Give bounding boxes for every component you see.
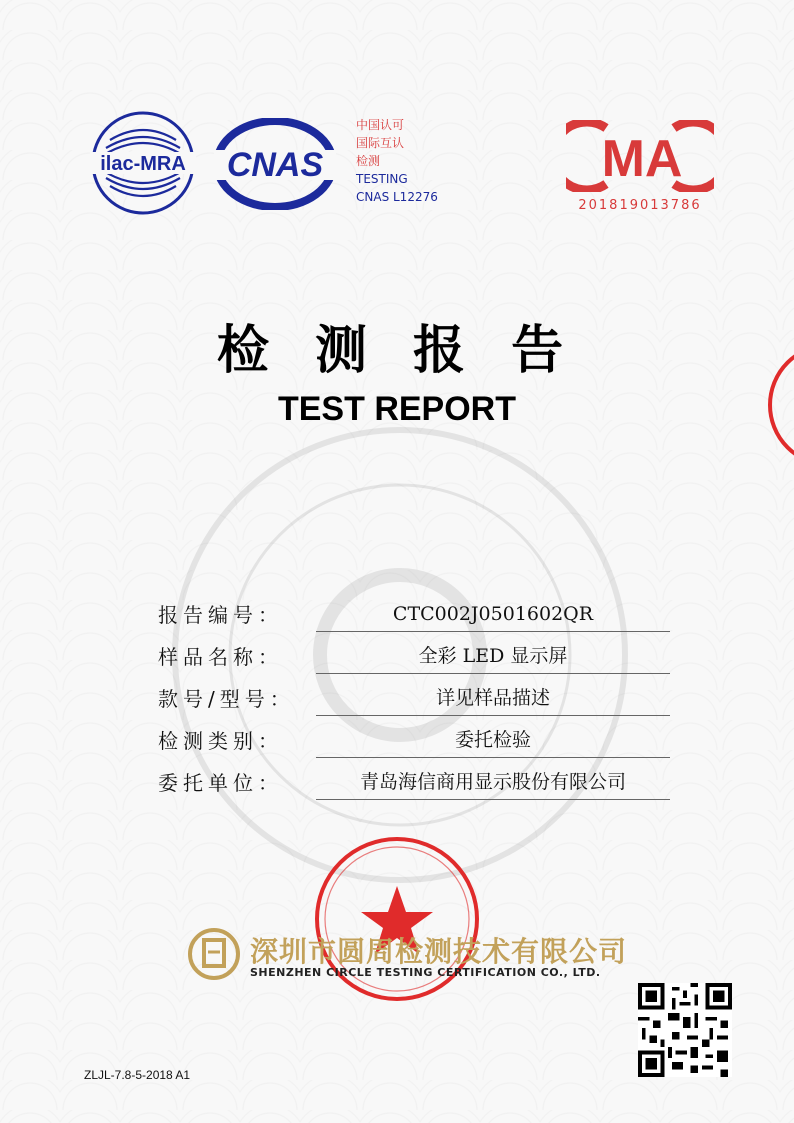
cma-text: MA <box>601 130 683 188</box>
field-label: 报告编号： <box>158 603 283 627</box>
field-label: 检测类别： <box>158 729 283 753</box>
title-english: TEST REPORT <box>277 390 517 428</box>
company-name-en: SHENZHEN CIRCLE TESTING CERTIFICATION CO., LTD. <box>250 966 601 979</box>
cnas-line-5: CNAS L12276 <box>356 190 438 204</box>
field-label: 样品名称： <box>158 645 283 669</box>
ilac-mra-logo <box>88 108 198 218</box>
field-value: 委托检验 <box>316 723 670 758</box>
cnas-caption <box>356 116 466 206</box>
field-report-number <box>158 593 670 633</box>
title-chinese: 检 测 报 告 <box>216 321 578 381</box>
ilac-text: ilac-MRA <box>100 153 186 175</box>
field-value: 详见样品描述 <box>316 681 670 716</box>
field-label: 款号/型号： <box>158 687 295 711</box>
cnas-text: CNAS <box>226 146 324 184</box>
field-label: 委托单位： <box>158 771 283 795</box>
cnas-line-4: TESTING <box>356 172 408 186</box>
form-code: ZLJL-7.8-5-2018 A1 <box>84 1068 191 1082</box>
cnas-line-3: 检测 <box>356 154 381 168</box>
field-value: 青岛海信商用显示股份有限公司 <box>316 765 670 800</box>
cnas-logo <box>214 118 336 210</box>
edge-seal <box>760 340 794 470</box>
field-test-type <box>158 719 670 759</box>
cma-logo <box>566 120 714 192</box>
field-value: CTC002J0501602QR <box>316 597 670 632</box>
field-value: 全彩 LED 显示屏 <box>316 639 670 674</box>
field-client <box>158 761 670 801</box>
company-logo-icon <box>188 926 240 982</box>
cma-number: 201819013786 <box>578 198 702 213</box>
field-model <box>158 677 670 717</box>
field-sample-name <box>158 635 670 675</box>
company-name-cn: 深圳市圆周检测技术有限公司 <box>250 935 628 968</box>
cnas-line-2: 国际互认 <box>356 136 405 150</box>
qr-code[interactable] <box>638 983 732 1077</box>
cnas-line-1: 中国认可 <box>356 118 405 132</box>
